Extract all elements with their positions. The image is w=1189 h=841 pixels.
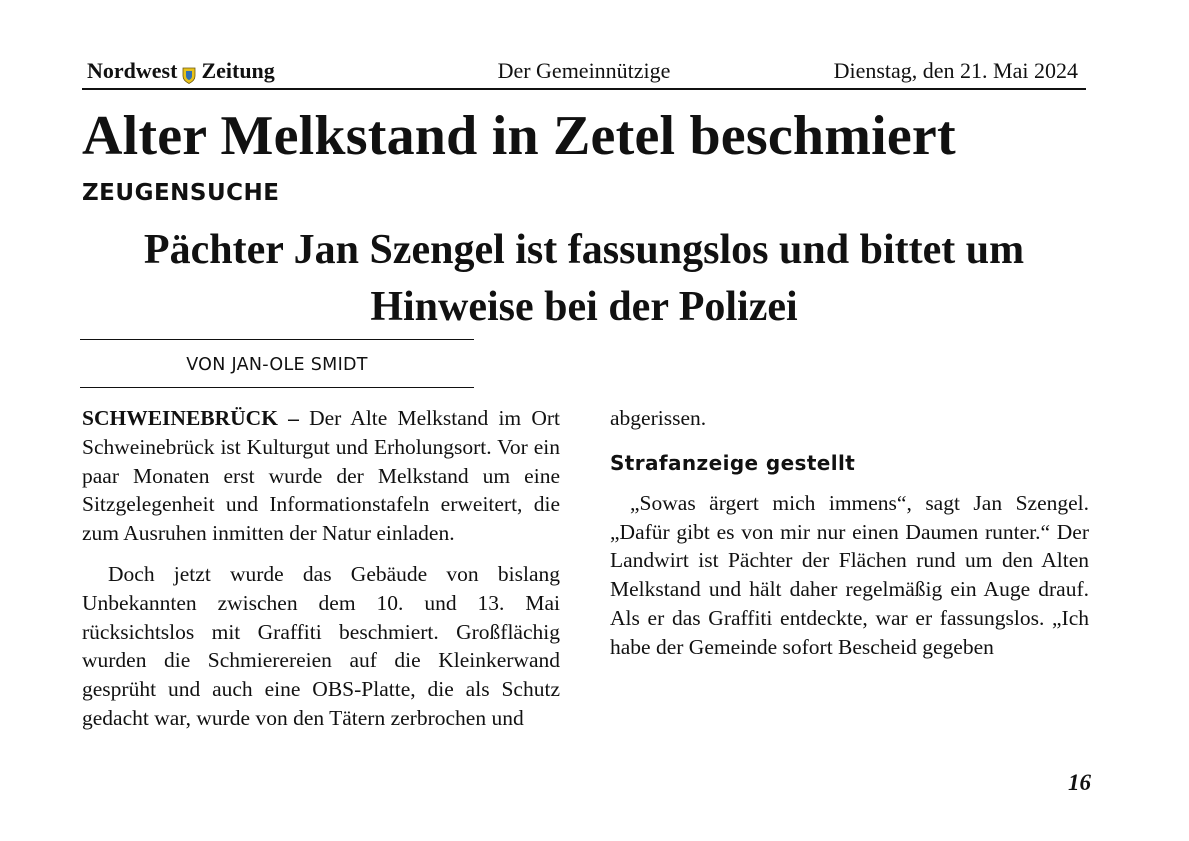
article-column-left [82,404,560,733]
subheadline: Pächter Jan Szengel ist fassungslos und bittet um Hinweise bei der Polizei [143,227,1025,330]
kicker: ZEUGENSUCHE [82,180,280,206]
article-paragraph-3: „Sowas ärgert mich immens“, sagt Jan Szengel. „Dafür gibt es von mir nur einen Daumen runter.“ Der Landwirt ist Pächter der Flächen rund um den Alten Melkstand und hält daher regelmäßig ein Auge drauf. Als er das Graffiti entdeckte, war er fassungslos. „Ich habe der Gemeinde sofort Bescheid gegeben [610,490,1089,659]
article-column-right [610,404,1089,662]
article-paragraph-2: Doch jetzt wurde das Gebäude von bislang Unbekannten zwischen dem 10. und 13. Mai rücksichtslos mit Graffiti beschmiert. Großflächig wurden die Schmierereien auf die Kleinkerwand gesprüht und auch eine OBS-Platte, die als Schutz gedacht war, wurde von den Tätern zerbrochen und [82,561,560,730]
section-heading: Strafanzeige gestellt [610,450,856,475]
byline-rule-top [80,339,474,340]
headline: Alter Melkstand in Zetel beschmiert [82,105,956,167]
newspaper-name [87,58,275,84]
article-paragraph-1 [82,404,560,548]
newspaper-name-right: Zeitung [201,58,275,83]
byline: VON JAN-OLE SMIDT [186,355,368,375]
issue-date: Dienstag, den 21. Mai 2024 [833,58,1078,83]
article-paragraph-2-continued: abgerissen. [610,406,707,430]
edition-title: Der Gemeinnützige [497,58,671,83]
coat-of-arms-icon [182,64,196,81]
masthead [82,58,1086,90]
newspaper-name-left: Nordwest [87,58,178,83]
dateline: SCHWEINEBRÜCK – [82,406,299,430]
paragraph-1-text: Der Alte Melkstand im Ort Schweinebrück ist Kulturgut und Erholungsort. Vor ein paar Monaten erst wurde der Melkstand um eine Sitzgelegenheit und Informationstafeln erweitert, die zum Ausruhen inmitten der Natur einladen. [82,406,560,546]
byline-rule-bottom [80,387,474,388]
page-number: 16 [1068,770,1091,795]
